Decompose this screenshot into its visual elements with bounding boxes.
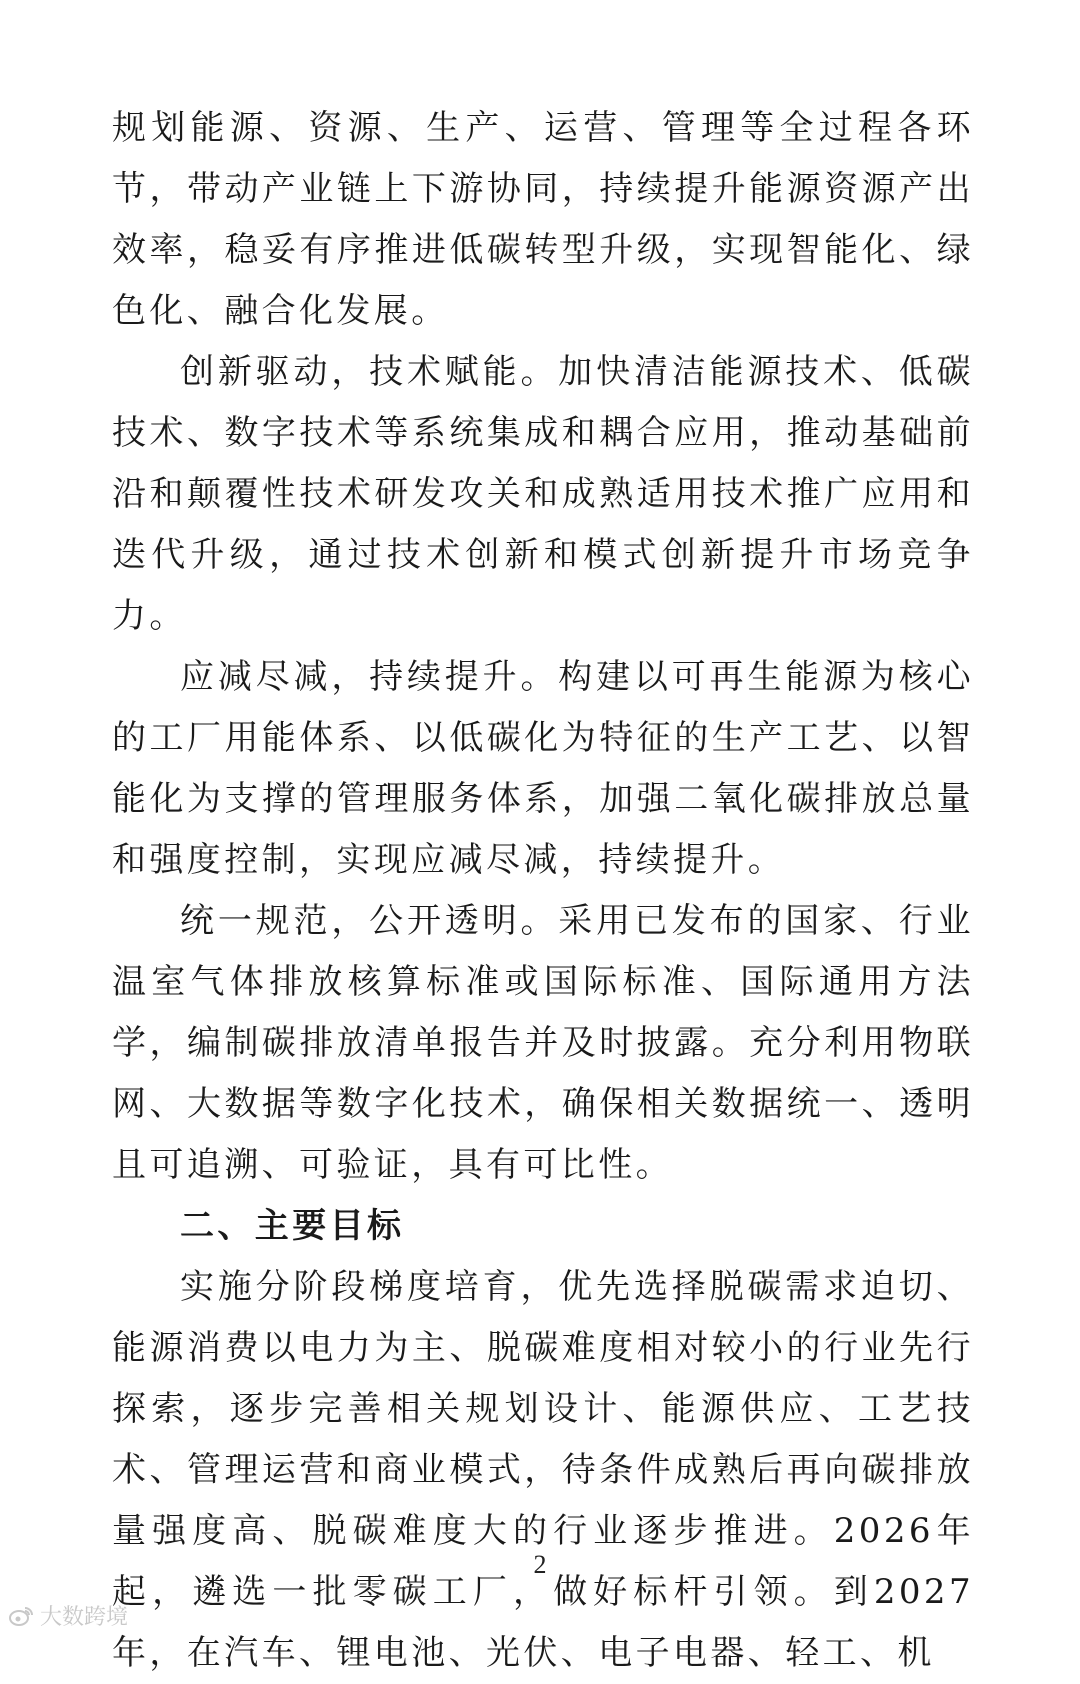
paragraph-reduction: 应减尽减，持续提升。构建以可再生能源为核心的工厂用能体系、以低碳化为特征的生产工艺、以智能化为支撑的管理服务体系，加强二氧化碳排放总量和强度控制，实现应减尽减，持续提升。 (112, 657, 974, 880)
paragraph-goals: 实施分阶段梯度培育，优先选择脱碳需求迫切、能源消费以电力为主、脱碳难度相对较小的行业先行探索，逐步完善相关规划设计、能源供应、工艺技术、管理运营和商业模式，待条件成熟后再向碳排放量强度高、脱碳难度大的行业逐步推进。2026年起，遴选一批零碳工厂，做好标杆引领。到2027年，在汽车、锂电池、光伏、电子电器、轻工、机 (112, 1267, 974, 1673)
watermark-text: 大数跨境 (40, 1605, 129, 1630)
watermark (8, 1600, 128, 1631)
section-heading: 二、主要目标 (180, 1206, 405, 1246)
document-page (112, 98, 974, 1684)
page-number: 2 (533, 1550, 547, 1579)
paragraph-continuation: 规划能源、资源、生产、运营、管理等全过程各环节，带动产业链上下游协同，持续提升能源资源产出效率，稳妥有序推进低碳转型升级，实现智能化、绿色化、融合化发展。 (112, 108, 974, 331)
sina-weibo-logo-icon (8, 1605, 34, 1627)
paragraph-standards: 统一规范，公开透明。采用已发布的国家、行业温室气体排放核算标准或国际标准、国际通用方法学，编制碳排放清单报告并及时披露。充分利用物联网、大数据等数字化技术，确保相关数据统一、透明且可追溯、可验证，具有可比性。 (112, 901, 974, 1185)
paragraph-innovation: 创新驱动，技术赋能。加快清洁能源技术、低碳技术、数字技术等系统集成和耦合应用，推动基础前沿和颠覆性技术研发攻关和成熟适用技术推广应用和迭代升级，通过技术创新和模式创新提升市场竞争力。 (112, 352, 974, 636)
